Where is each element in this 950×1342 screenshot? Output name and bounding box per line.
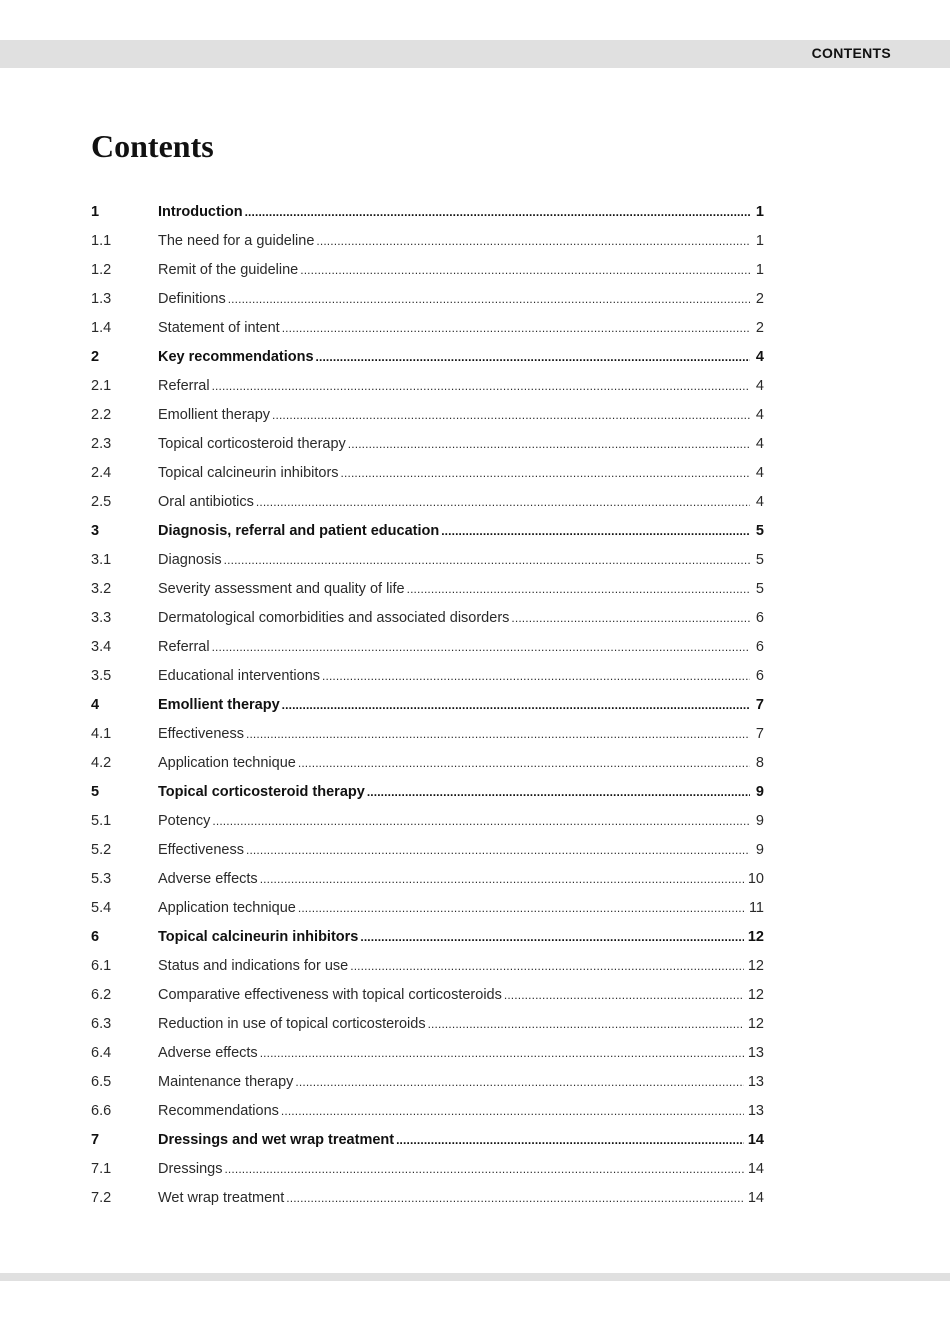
toc-section-row[interactable] [91, 748, 764, 777]
page-title: Contents [91, 128, 214, 164]
dot-leader [281, 1104, 744, 1118]
toc-entry-number: 3.1 [91, 551, 112, 568]
toc-section-row[interactable] [91, 1009, 764, 1038]
dot-leader [295, 1075, 743, 1089]
toc-section-row[interactable] [91, 661, 764, 690]
toc-entry-title: Wet wrap treatment [158, 1189, 285, 1206]
dot-leader [298, 756, 750, 770]
toc-entry-title: Topical corticosteroid therapy [158, 435, 346, 452]
toc-page-number: 2 [755, 290, 764, 307]
toc-entry-title: Severity assessment and quality of life [158, 580, 405, 597]
toc-chapter-row[interactable] [91, 197, 764, 226]
toc-entry-title: Remit of the guideline [158, 261, 299, 278]
toc-entry-title: Effectiveness [158, 725, 244, 742]
toc-entry-title: Oral antibiotics [158, 493, 254, 510]
toc-section-row[interactable] [91, 603, 764, 632]
toc-entry-title: Educational interventions [158, 667, 321, 684]
toc-entry [158, 1045, 764, 1061]
toc-page-number: 4 [755, 464, 764, 481]
toc-entry-title: Diagnosis [158, 551, 222, 568]
toc-page-number: 4 [755, 493, 764, 510]
toc-entry-title: Maintenance therapy [158, 1073, 294, 1090]
toc-entry-number: 3.2 [91, 580, 112, 597]
toc-page-number: 12 [747, 1015, 764, 1032]
toc-entry-number: 1.1 [91, 232, 112, 249]
toc-page-number: 4 [755, 406, 764, 423]
toc-page-number: 6 [755, 609, 764, 626]
toc-entry-number: 5.3 [91, 870, 112, 887]
toc-entry-title: Comparative effectiveness with topical corticosteroids [158, 986, 502, 1003]
toc-entry [158, 871, 764, 887]
toc-entry [158, 1103, 764, 1119]
toc-page-number: 14 [747, 1160, 764, 1177]
toc-entry [158, 668, 764, 684]
toc-page-number: 12 [747, 928, 764, 945]
dot-leader [441, 524, 750, 538]
dot-leader [212, 814, 750, 828]
toc-page-number: 9 [755, 841, 764, 858]
dot-leader [224, 1162, 743, 1176]
toc-entry-number: 4.1 [91, 725, 112, 742]
dot-leader [246, 727, 750, 741]
toc-entry-title: Emollient therapy [158, 406, 271, 423]
toc-entry-title: Emollient therapy [158, 696, 280, 713]
toc-entry [158, 378, 764, 394]
footer-band [0, 1273, 950, 1281]
toc-page-number: 7 [755, 696, 764, 713]
toc-page-number: 10 [747, 870, 764, 887]
toc-entry-title: Dermatological comorbidities and associated disorders [158, 609, 510, 626]
toc-entry-number: 5.2 [91, 841, 112, 858]
toc-entry-title: Statement of intent [158, 319, 280, 336]
toc-entry-number: 6.2 [91, 986, 112, 1003]
toc-page-number: 14 [747, 1131, 764, 1148]
toc-entry [158, 349, 764, 365]
toc-entry-title: Dressings and wet wrap treatment [158, 1131, 395, 1148]
dot-leader [504, 988, 744, 1002]
toc-page-number: 6 [755, 667, 764, 684]
dot-leader [282, 321, 750, 335]
toc-entry-title: Adverse effects [158, 870, 258, 887]
dot-leader [272, 408, 750, 422]
toc-section-row[interactable] [91, 313, 764, 342]
toc-page-number: 9 [755, 783, 764, 800]
toc-entry-number: 2.4 [91, 464, 112, 481]
dot-leader [428, 1017, 744, 1031]
dot-leader [407, 582, 750, 596]
dot-leader [360, 930, 744, 944]
dot-leader [228, 292, 750, 306]
toc-entry-number: 7.2 [91, 1189, 112, 1206]
toc-page-number: 13 [747, 1073, 764, 1090]
toc-chapter-row[interactable] [91, 777, 764, 806]
toc-page-number: 1 [755, 261, 764, 278]
toc-page-number: 12 [747, 957, 764, 974]
toc-section-row[interactable] [91, 226, 764, 255]
toc-entry-title: Diagnosis, referral and patient education [158, 522, 440, 539]
toc-page-number: 4 [755, 348, 764, 365]
toc-page-number: 13 [747, 1102, 764, 1119]
running-head: CONTENTS [811, 45, 891, 61]
toc-entry-number: 2.2 [91, 406, 112, 423]
dot-leader [511, 611, 750, 625]
toc-entry [158, 204, 764, 220]
toc-page-number: 12 [747, 986, 764, 1003]
toc-page-number: 11 [748, 899, 764, 916]
toc-entry-number: 6.3 [91, 1015, 112, 1032]
toc-section-row[interactable] [91, 1096, 764, 1125]
toc-page-number: 13 [747, 1044, 764, 1061]
toc-entry-title: Topical calcineurin inhibitors [158, 928, 359, 945]
dot-leader [260, 1046, 744, 1060]
toc-page-number: 4 [755, 435, 764, 452]
dot-leader [256, 495, 750, 509]
toc-entry-number: 1.4 [91, 319, 112, 336]
dot-leader [212, 379, 750, 393]
dot-leader [224, 553, 750, 567]
toc-entry-number: 1 [91, 203, 100, 220]
dot-leader [212, 640, 750, 654]
toc-entry-title: Application technique [158, 899, 296, 916]
toc-entry [158, 407, 764, 423]
toc-chapter-row[interactable] [91, 922, 764, 951]
toc-entry-title: Topical calcineurin inhibitors [158, 464, 339, 481]
toc-chapter-row[interactable] [91, 690, 764, 719]
toc-entry-title: Referral [158, 638, 210, 655]
toc-entry [158, 581, 764, 597]
dot-leader [316, 350, 750, 364]
toc-entry-title: Topical corticosteroid therapy [158, 783, 365, 800]
toc-entry [158, 552, 764, 568]
toc-entry [158, 1074, 764, 1090]
toc-entry-number: 1.2 [91, 261, 112, 278]
toc-section-row[interactable] [91, 284, 764, 313]
toc-entry-title: Definitions [158, 290, 226, 307]
toc-section-row[interactable] [91, 980, 764, 1009]
toc-section-row[interactable] [91, 400, 764, 429]
toc-entry [158, 639, 764, 655]
toc-entry [158, 436, 764, 452]
toc-section-row[interactable] [91, 255, 764, 284]
toc-entry-number: 3.4 [91, 638, 112, 655]
dot-leader [245, 205, 750, 219]
toc-chapter-row[interactable] [91, 342, 764, 371]
toc-page-number: 8 [755, 754, 764, 771]
toc-entry [158, 523, 764, 539]
table-of-contents [91, 197, 764, 1212]
toc-section-row[interactable] [91, 487, 764, 516]
toc-entry-number: 5.1 [91, 812, 112, 829]
toc-entry-title: Potency [158, 812, 211, 829]
toc-section-row[interactable] [91, 429, 764, 458]
toc-section-row[interactable] [91, 893, 764, 922]
toc-entry [158, 784, 764, 800]
toc-entry-number: 3 [91, 522, 100, 539]
toc-section-row[interactable] [91, 545, 764, 574]
toc-entry-title: Reduction in use of topical corticosteroids [158, 1015, 426, 1032]
toc-entry [158, 1132, 764, 1148]
toc-page-number: 2 [755, 319, 764, 336]
toc-chapter-row[interactable] [91, 516, 764, 545]
toc-entry-title: Dressings [158, 1160, 223, 1177]
toc-entry-number: 6.5 [91, 1073, 112, 1090]
toc-chapter-row[interactable] [91, 1125, 764, 1154]
toc-section-row[interactable] [91, 1038, 764, 1067]
toc-entry-number: 7.1 [91, 1160, 112, 1177]
toc-section-row[interactable] [91, 632, 764, 661]
toc-page-number: 5 [755, 580, 764, 597]
dot-leader [350, 959, 744, 973]
toc-entry-number: 6.4 [91, 1044, 112, 1061]
toc-section-row[interactable] [91, 1154, 764, 1183]
toc-entry-number: 4 [91, 696, 100, 713]
toc-entry [158, 1161, 764, 1177]
toc-entry [158, 929, 764, 945]
dot-leader [316, 234, 750, 248]
toc-entry-number: 6 [91, 928, 100, 945]
toc-entry-title: Referral [158, 377, 210, 394]
dot-leader [300, 263, 750, 277]
dot-leader [396, 1133, 744, 1147]
toc-entry-number: 3.3 [91, 609, 112, 626]
toc-entry [158, 320, 764, 336]
dot-leader [246, 843, 750, 857]
toc-section-row[interactable] [91, 951, 764, 980]
toc-entry [158, 291, 764, 307]
toc-section-row[interactable] [91, 1183, 764, 1212]
dot-leader [260, 872, 744, 886]
toc-entry [158, 494, 764, 510]
dot-leader [341, 466, 750, 480]
dot-leader [282, 698, 750, 712]
toc-page-number: 1 [755, 232, 764, 249]
toc-entry-number: 4.2 [91, 754, 112, 771]
toc-entry [158, 726, 764, 742]
toc-entry [158, 1016, 764, 1032]
toc-entry-title: Key recommendations [158, 348, 314, 365]
dot-leader [348, 437, 750, 451]
toc-entry [158, 755, 764, 771]
toc-entry-number: 2.5 [91, 493, 112, 510]
toc-page-number: 6 [755, 638, 764, 655]
toc-entry [158, 233, 764, 249]
toc-entry [158, 465, 764, 481]
toc-entry-title: The need for a guideline [158, 232, 315, 249]
toc-entry-number: 2.3 [91, 435, 112, 452]
toc-section-row[interactable] [91, 371, 764, 400]
toc-section-row[interactable] [91, 835, 764, 864]
toc-entry [158, 900, 764, 916]
toc-page-number: 14 [747, 1189, 764, 1206]
toc-entry-title: Application technique [158, 754, 296, 771]
toc-page-number: 7 [755, 725, 764, 742]
toc-entry-number: 5.4 [91, 899, 112, 916]
header-band [0, 40, 950, 68]
toc-entry [158, 987, 764, 1003]
toc-entry-number: 5 [91, 783, 100, 800]
toc-entry-number: 1.3 [91, 290, 112, 307]
toc-entry-number: 2.1 [91, 377, 112, 394]
toc-entry-number: 7 [91, 1131, 100, 1148]
toc-entry-title: Introduction [158, 203, 243, 220]
toc-entry [158, 262, 764, 278]
toc-section-row[interactable] [91, 806, 764, 835]
toc-section-row[interactable] [91, 458, 764, 487]
dot-leader [298, 901, 745, 915]
toc-entry [158, 842, 764, 858]
toc-entry-number: 2 [91, 348, 100, 365]
toc-section-row[interactable] [91, 574, 764, 603]
toc-entry-number: 3.5 [91, 667, 112, 684]
toc-page-number: 9 [755, 812, 764, 829]
toc-section-row[interactable] [91, 1067, 764, 1096]
toc-entry-title: Effectiveness [158, 841, 244, 858]
toc-section-row[interactable] [91, 719, 764, 748]
toc-entry-title: Adverse effects [158, 1044, 258, 1061]
toc-page-number: 4 [755, 377, 764, 394]
toc-entry-title: Recommendations [158, 1102, 279, 1119]
toc-entry [158, 697, 764, 713]
dot-leader [286, 1191, 744, 1205]
toc-entry [158, 958, 764, 974]
toc-entry [158, 610, 764, 626]
toc-entry-number: 6.6 [91, 1102, 112, 1119]
toc-section-row[interactable] [91, 864, 764, 893]
toc-page-number: 5 [755, 522, 764, 539]
toc-entry [158, 813, 764, 829]
dot-leader [322, 669, 750, 683]
toc-entry-title: Status and indications for use [158, 957, 349, 974]
toc-entry [158, 1190, 764, 1206]
toc-page-number: 1 [755, 203, 764, 220]
dot-leader [367, 785, 750, 799]
toc-entry-number: 6.1 [91, 957, 112, 974]
toc-page-number: 5 [755, 551, 764, 568]
